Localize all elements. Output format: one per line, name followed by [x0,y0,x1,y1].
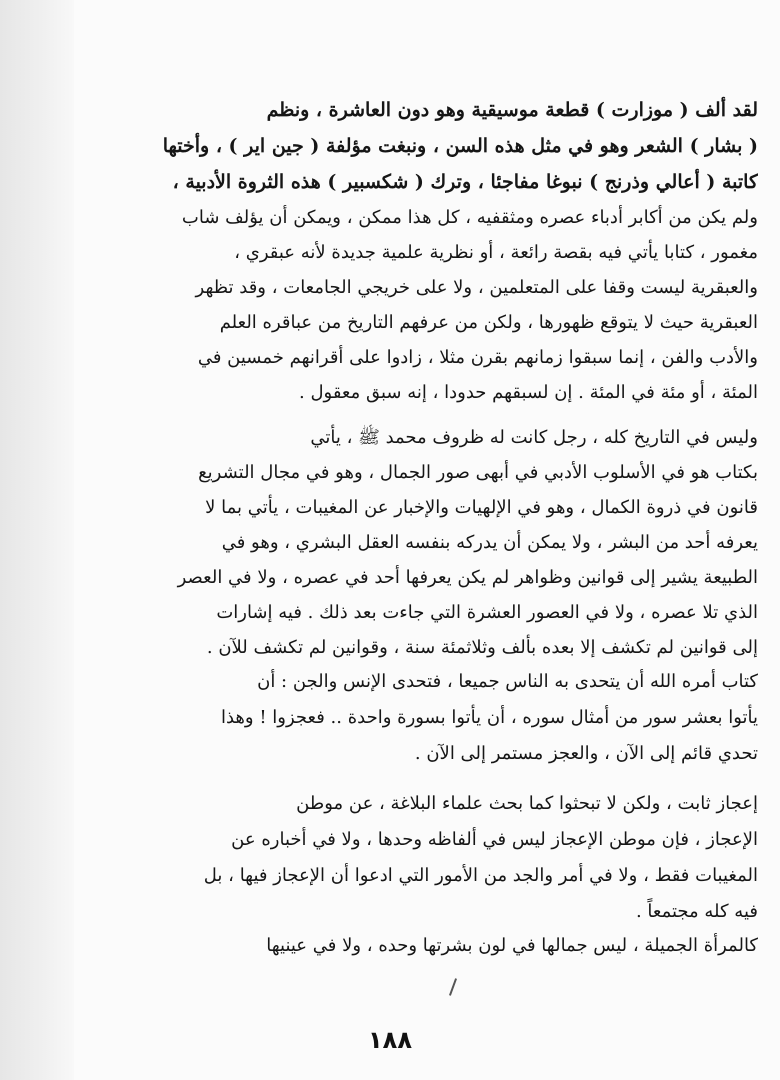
text-line: كالمرأة الجميلة ، ليس جمالها في لون بشرتها وحده ، ولا في عينيها [266,935,758,956]
text-line: تحدي قائم إلى الآن ، والعجز مستمر إلى الآن . [414,743,758,764]
paragraph-2 [84,200,758,410]
text-line: إعجاز ثابت ، ولكن لا تبحثوا كما بحث علماء البلاغة ، عن موطن [296,793,758,814]
text-line: العبقرية حيث لا يتوقع ظهورها ، ولكن من عرفهم التاريخ من عباقره العلم [219,312,758,333]
paragraph-5 [84,786,758,930]
page-edge-shadow [0,0,74,1080]
text-line: ( بشار ) الشعر وهو في مثل هذه السن ، ونبغت مؤلفة ( جين اير ) ، وأختها [162,135,758,157]
text-line: لقد ألف ( موزارت ) قطعة موسيقية وهو دون العاشرة ، ونظم [266,99,758,121]
text-line: كاتبة ( أعالي وذرنج ) نبوغا مفاجئا ، وترك ( شكسبير ) هذه الثروة الأدبية ، [172,171,758,193]
text-line: بكتاب هو في الأسلوب الأدبي في أبهى صور الجمال ، وهو في مجال التشريع [198,462,758,483]
text-line: الذي تلا عصره ، ولا في العصور العشرة التي جاءت بعد ذلك . فيه إشارات [216,602,758,623]
text-line: يعرفه أحد من البشر ، ولا يمكن أن يدركه بنفسه العقل البشري ، وهو في [221,532,758,553]
text-line: قانون في ذروة الكمال ، وهو في الإلهيات والإخبار عن المغيبات ، يأتي بما لا [205,497,758,518]
text-line: والأدب والفن ، إنما سبقوا زمانهم بقرن مثلا ، زادوا على أقرانهم خمسين في [197,347,758,368]
paragraph-6 [84,928,758,964]
text-line: فيه كله مجتمعاً . [635,901,758,922]
text-line: كتاب أمره الله أن يتحدى به الناس جميعا ، فتحدى الإنس والجن : أن [257,671,758,692]
text-line: المغيبات فقط ، ولا في أمر والجد من الأمور التي ادعوا أن الإعجاز فيها ، بل [203,865,758,886]
paragraph-1 [84,92,758,200]
text-line: مغمور ، كتابا يأتي فيه بقصة رائعة ، أو نظرية علمية جديدة لأنه عبقري ، [234,242,758,263]
text-line: يأتوا بعشر سور من أمثال سوره ، أن يأتوا بسورة واحدة .. فعجزوا ! وهذا [220,707,758,728]
page-number: ١٨٨ [368,1026,412,1054]
text-line: والعبقرية ليست وقفا على المتعلمين ، ولا على خريجي الجامعات ، وقد تظهر [195,277,758,298]
paragraph-4 [84,664,758,772]
text-line: الإعجاز ، فإن موطن الإعجاز ليس في ألفاظه وحدها ، ولا في أخباره عن [231,829,758,850]
paragraph-3 [84,420,758,665]
text-line: إلى قوانين لم تكشف إلا بعده بألف وثلاثمئة سنة ، وقوانين لم تكشف للآن . [206,637,758,658]
text-line: ولم يكن من أكابر أدباء عصره ومثقفيه ، كل هذا ممكن ، ويمكن أن يؤلف شاب [181,207,758,228]
text-line: وليس في التاريخ كله ، رجل كانت له ظروف محمد ﷺ ، يأتي [310,427,758,448]
text-line: المئة ، أو مئة في المئة . إن لسبقهم حدودا ، إنه سبق معقول . [299,382,758,403]
text-line: الطبيعة يشير إلى قوانين وظواهر لم يكن يعرفها أحد في عصره ، ولا في العصر [177,567,758,588]
